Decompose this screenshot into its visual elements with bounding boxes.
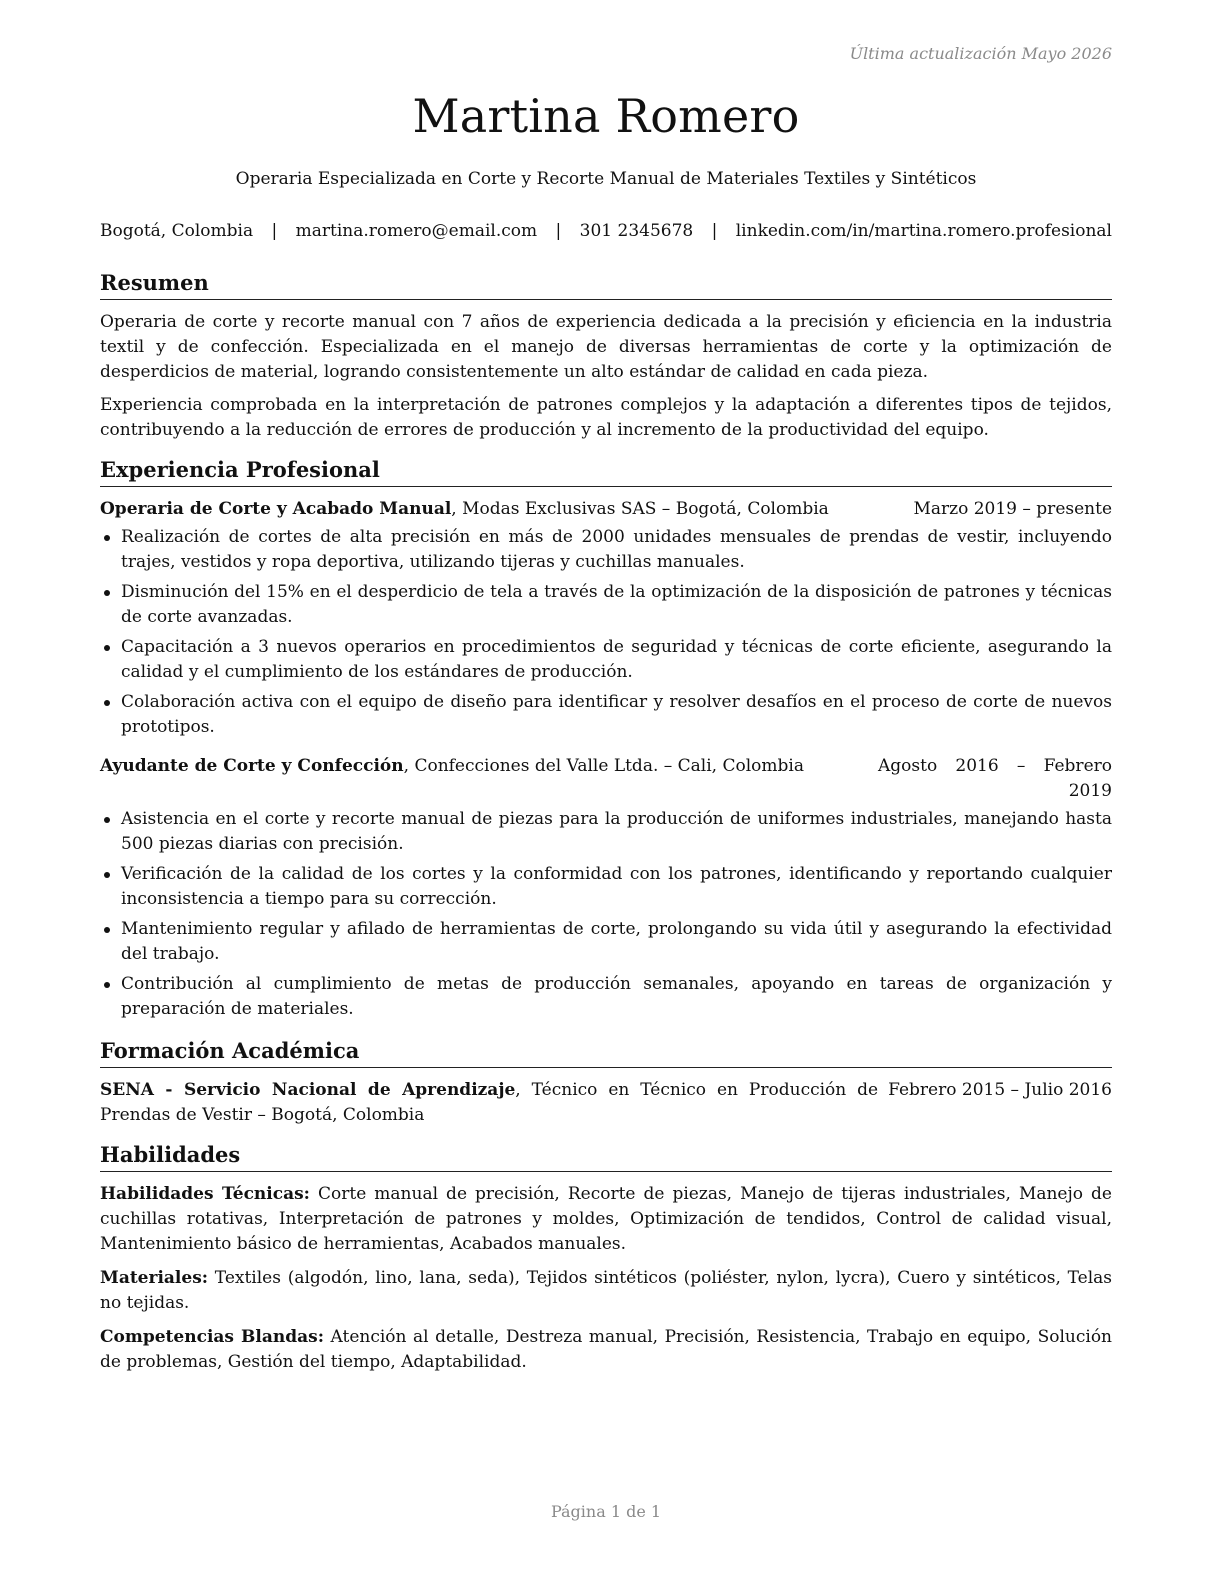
skills-group (100, 1266, 1112, 1316)
job-dates: Marzo 2019 – presente (913, 499, 1112, 519)
resume-body (100, 268, 1112, 1387)
job-role: Ayudante de Corte y Confección (100, 756, 404, 776)
education-section (100, 1036, 1112, 1128)
page-number: Página 1 de 1 (550, 1502, 662, 1521)
list-item: Asistencia en el corte y recorte manual de piezas para la producción de uniformes industriales, manejando hasta 500 piezas diarias con precisión. (100, 807, 1112, 857)
summary-paragraph: Operaria de corte y recorte manual con 7 años de experiencia dedicada a la precisión y eficiencia en la industria textil y de confección. Especializada en el manejo de diversas herramientas de corte y la optimización de desperdicios de material, logrando consistentemente un alto estándar de calidad en cada pieza. (100, 312, 1112, 382)
job-company: , Confecciones del Valle Ltda. – Cali, Colombia (403, 756, 804, 776)
job-bullets (100, 807, 1112, 1022)
education-dates: Febrero 2015 – Julio 2016 (888, 1080, 1112, 1100)
contact-phone: 301 2345678 (579, 221, 694, 241)
job-role: Operaria de Corte y Acabado Manual (100, 499, 452, 519)
skills-text: Textiles (algodón, lino, lana, seda), Tejidos sintéticos (poliéster, nylon, lycra), Cuero y sintéticos, Telas no tejidas. (100, 1268, 1112, 1313)
last-updated: Última actualización Mayo 2026 (849, 44, 1112, 63)
skills-text: Atención al detalle, Destreza manual, Precisión, Resistencia, Trabajo en equipo, Solución de problemas, Gestión del tiempo, Adaptabilidad. (100, 1327, 1112, 1372)
candidate-name: Martina Romero (412, 89, 800, 143)
contact-email[interactable]: martina.romero@email.com (295, 221, 538, 241)
job-title-line (100, 754, 878, 804)
job-entry (100, 754, 1112, 1022)
skills-text: Corte manual de precisión, Recorte de piezas, Manejo de tijeras industriales, Manejo de cuchillas rotativas, Interpretación de patrones y moldes, Optimización de tendidos, Control de calidad visual, Mantenimiento básico de herramientas, Acabados manuales. (100, 1184, 1112, 1254)
skills-group (100, 1182, 1112, 1257)
skills-label: Habilidades Técnicas: (100, 1184, 310, 1204)
contact-separator: | (555, 221, 562, 241)
job-bullets (100, 525, 1112, 740)
skills-section (100, 1140, 1112, 1375)
job-header (100, 754, 1112, 804)
summary-section (100, 268, 1112, 443)
contact-separator: | (271, 221, 278, 241)
section-title: Resumen (100, 268, 1112, 300)
section-title: Formación Académica (100, 1036, 1112, 1068)
contact-separator: | (711, 221, 718, 241)
contact-location: Bogotá, Colombia (100, 221, 254, 241)
education-institution: SENA - Servicio Nacional de Aprendizaje (100, 1080, 516, 1100)
section-title: Habilidades (100, 1140, 1112, 1172)
contact-linkedin[interactable]: linkedin.com/in/martina.romero.profesional (735, 221, 1112, 241)
list-item: Colaboración activa con el equipo de diseño para identificar y resolver desafíos en el proceso de corte de nuevos prototipos. (100, 690, 1112, 740)
job-entry (100, 497, 1112, 740)
section-title: Experiencia Profesional (100, 455, 1112, 487)
education-entry (100, 1078, 1112, 1128)
list-item: Contribución al cumplimiento de metas de producción semanales, apoyando en tareas de organización y preparación de materiales. (100, 972, 1112, 1022)
list-item: Disminución del 15% en el desperdicio de tela a través de la optimización de la disposición de patrones y técnicas de corte avanzadas. (100, 580, 1112, 630)
job-header (100, 497, 1112, 522)
skills-label: Competencias Blandas: (100, 1327, 324, 1347)
candidate-headline: Operaria Especializada en Corte y Recorte Manual de Materiales Textiles y Sintéticos (235, 169, 977, 189)
summary-paragraph: Experiencia comprobada en la interpretación de patrones complejos y la adaptación a diferentes tipos de tejidos, contribuyendo a la reducción de errores de producción y al incremento de la productividad del equipo. (100, 395, 1112, 440)
contact-line (100, 219, 1112, 243)
job-company: , Modas Exclusivas SAS – Bogotá, Colombia (451, 499, 829, 519)
skills-group (100, 1325, 1112, 1375)
list-item: Capacitación a 3 nuevos operarios en procedimientos de seguridad y técnicas de corte eficiente, asegurando la calidad y el cumplimiento de los estándares de producción. (100, 635, 1112, 685)
skills-label: Materiales: (100, 1268, 209, 1288)
list-item: Realización de cortes de alta precisión en más de 2000 unidades mensuales de prendas de vestir, incluyendo trajes, vestidos y ropa deportiva, utilizando tijeras y cuchillas manuales. (100, 525, 1112, 575)
job-title-line (100, 497, 913, 522)
list-item: Mantenimiento regular y afilado de herramientas de corte, prolongando su vida útil y asegurando la efectividad del trabajo. (100, 917, 1112, 967)
job-dates: Agosto 2016 – Febrero 2019 (878, 756, 1112, 801)
list-item: Verificación de la calidad de los cortes y la conformidad con los patrones, identificando y reportando cualquier inconsistencia a tiempo para su corrección. (100, 862, 1112, 912)
resume-page (100, 0, 1112, 1584)
education-detail: , Técnico en Técnico en Producción de Prendas de Vestir – Bogotá, Colombia (100, 1080, 879, 1125)
experience-section (100, 455, 1112, 1022)
